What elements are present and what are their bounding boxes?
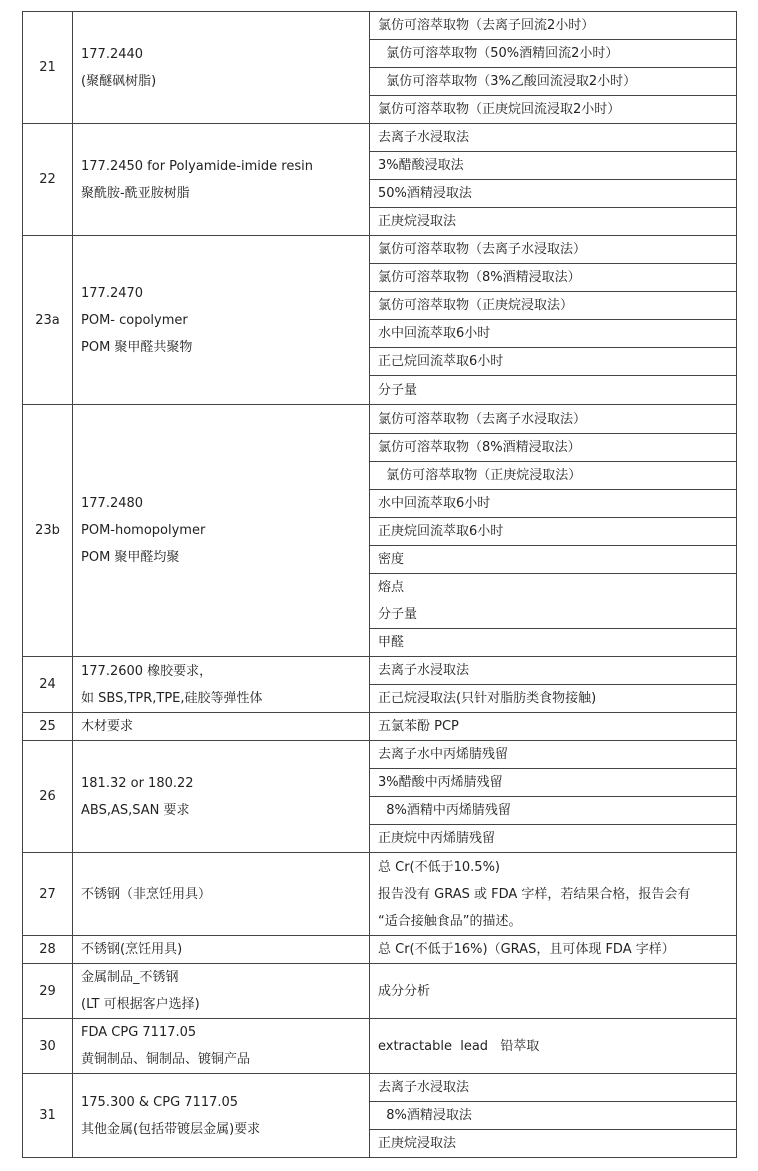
table-row bbox=[23, 657, 737, 685]
test-item: 正己烷浸取法(只针对脂肪类食物接触) bbox=[370, 685, 737, 713]
item-number: 21 bbox=[23, 12, 73, 124]
material-line: 如 SBS,TPR,TPE,硅胶等弹性体 bbox=[81, 690, 263, 706]
test-item: 正庚烷浸取法 bbox=[370, 208, 737, 236]
table-body bbox=[23, 12, 737, 1158]
test-item: 氯仿可溶萃取物（3%乙酸回流浸取2小时） bbox=[370, 68, 737, 96]
material-line: 181.32 or 180.22 bbox=[81, 775, 194, 791]
material-cell bbox=[73, 657, 370, 713]
table-row bbox=[23, 936, 737, 964]
test-item: 8%酒精中丙烯腈残留 bbox=[370, 797, 737, 825]
item-number: 25 bbox=[23, 713, 73, 741]
item-number: 23b bbox=[23, 405, 73, 657]
item-number: 22 bbox=[23, 124, 73, 236]
test-item: 氯仿可溶萃取物（8%酒精浸取法） bbox=[370, 434, 737, 462]
table-row bbox=[23, 964, 737, 1019]
test-item: 氯仿可溶萃取物（正庚烷浸取法） bbox=[370, 292, 737, 320]
material-line: POM-homopolymer bbox=[81, 523, 206, 538]
regulation-table bbox=[22, 11, 737, 1158]
table-row bbox=[23, 1074, 737, 1102]
test-item-line: “适合接触食品”的描述。 bbox=[378, 913, 522, 929]
test-item: 8%酒精浸取法 bbox=[370, 1102, 737, 1130]
table-row bbox=[23, 124, 737, 152]
test-item: 去离子水浸取法 bbox=[370, 1074, 737, 1102]
item-number: 26 bbox=[23, 741, 73, 853]
material-line: 177.2450 for Polyamide-imide resin bbox=[81, 158, 313, 174]
material-cell bbox=[73, 1074, 370, 1158]
material-cell bbox=[73, 12, 370, 124]
material-cell bbox=[73, 713, 370, 741]
item-number: 28 bbox=[23, 936, 73, 964]
table-row bbox=[23, 236, 737, 264]
test-item: 正庚烷浸取法 bbox=[370, 1130, 737, 1158]
test-item: 水中回流萃取6小时 bbox=[370, 320, 737, 348]
table-row bbox=[23, 12, 737, 40]
test-item: 总 Cr(不低于16%)（GRAS，且可体现 FDA 字样） bbox=[370, 936, 737, 964]
table-row bbox=[23, 405, 737, 434]
material-line: 不锈钢(烹饪用具) bbox=[81, 942, 183, 957]
test-item-line: 报告没有 GRAS 或 FDA 字样，若结果合格，报告会有 bbox=[378, 886, 691, 902]
material-cell bbox=[73, 1019, 370, 1074]
test-item: 正庚烷回流萃取6小时 bbox=[370, 518, 737, 546]
test-item-multiline bbox=[370, 853, 737, 936]
material-line: 聚酰胺-酰亚胺树脂 bbox=[81, 185, 190, 201]
test-item: 五氯苯酚 PCP bbox=[370, 713, 737, 741]
material-line: 黄铜制品、铜制品、镀铜产品 bbox=[81, 1052, 251, 1067]
test-item: extractable lead 铅萃取 bbox=[370, 1019, 737, 1074]
test-item: 水中回流萃取6小时 bbox=[370, 490, 737, 518]
material-line: 177.2470 bbox=[81, 285, 144, 301]
material-line: 金属制品_不锈钢 bbox=[81, 970, 179, 985]
material-line: ABS,AS,SAN 要求 bbox=[81, 802, 190, 818]
material-cell bbox=[73, 236, 370, 405]
test-item-multiline bbox=[370, 574, 737, 629]
item-number: 31 bbox=[23, 1074, 73, 1158]
item-number: 23a bbox=[23, 236, 73, 405]
test-item: 分子量 bbox=[370, 376, 737, 405]
material-line: POM 聚甲醛共聚物 bbox=[81, 339, 193, 355]
test-item: 氯仿可溶萃取物（去离子水浸取法） bbox=[370, 236, 737, 264]
test-item: 正己烷回流萃取6小时 bbox=[370, 348, 737, 376]
material-cell bbox=[73, 936, 370, 964]
test-item: 氯仿可溶萃取物（正庚烷回流浸取2小时） bbox=[370, 96, 737, 124]
material-cell bbox=[73, 124, 370, 236]
material-cell bbox=[73, 964, 370, 1019]
test-item: 甲醛 bbox=[370, 629, 737, 657]
test-item: 密度 bbox=[370, 546, 737, 574]
table-row bbox=[23, 1019, 737, 1074]
test-item: 50%酒精浸取法 bbox=[370, 180, 737, 208]
material-line: 其他金属(包括带镀层金属)要求 bbox=[81, 1121, 261, 1137]
item-number: 24 bbox=[23, 657, 73, 713]
test-item: 氯仿可溶萃取物（去离子回流2小时） bbox=[370, 12, 737, 40]
material-cell bbox=[73, 405, 370, 657]
test-item: 去离子水浸取法 bbox=[370, 657, 737, 685]
table-row bbox=[23, 853, 737, 936]
material-line: (LT 可根据客户选择) bbox=[81, 997, 200, 1012]
test-item: 氯仿可溶萃取物（正庚烷浸取法） bbox=[370, 462, 737, 490]
test-item: 氯仿可溶萃取物（去离子水浸取法） bbox=[370, 405, 737, 434]
test-item: 去离子水中丙烯腈残留 bbox=[370, 741, 737, 769]
material-line: (聚醚砜树脂) bbox=[81, 73, 157, 89]
test-item: 氯仿可溶萃取物（50%酒精回流2小时） bbox=[370, 40, 737, 68]
material-line: 177.2440 bbox=[81, 46, 144, 62]
material-line: POM- copolymer bbox=[81, 312, 188, 328]
test-item-line: 熔点 bbox=[378, 580, 405, 595]
table-row bbox=[23, 713, 737, 741]
test-item: 去离子水浸取法 bbox=[370, 124, 737, 152]
test-item-line: 分子量 bbox=[378, 607, 418, 622]
material-cell bbox=[73, 741, 370, 853]
table-row bbox=[23, 741, 737, 769]
test-item: 3%醋酸浸取法 bbox=[370, 152, 737, 180]
item-number: 30 bbox=[23, 1019, 73, 1074]
material-cell bbox=[73, 853, 370, 936]
test-item: 成分分析 bbox=[370, 964, 737, 1019]
test-item: 3%醋酸中丙烯腈残留 bbox=[370, 769, 737, 797]
material-line: 177.2600 橡胶要求， bbox=[81, 663, 213, 679]
material-line: FDA CPG 7117.05 bbox=[81, 1025, 197, 1040]
material-line: 177.2480 bbox=[81, 496, 144, 511]
item-number: 29 bbox=[23, 964, 73, 1019]
test-item: 氯仿可溶萃取物（8%酒精浸取法） bbox=[370, 264, 737, 292]
material-line: POM 聚甲醛均聚 bbox=[81, 550, 180, 565]
material-line: 木材要求 bbox=[81, 719, 134, 734]
material-line: 不锈钢（非烹饪用具） bbox=[81, 886, 212, 902]
material-line: 175.300 & CPG 7117.05 bbox=[81, 1094, 239, 1110]
test-item-line: 总 Cr(不低于10.5%) bbox=[378, 859, 500, 875]
item-number: 27 bbox=[23, 853, 73, 936]
test-item: 正庚烷中丙烯腈残留 bbox=[370, 825, 737, 853]
